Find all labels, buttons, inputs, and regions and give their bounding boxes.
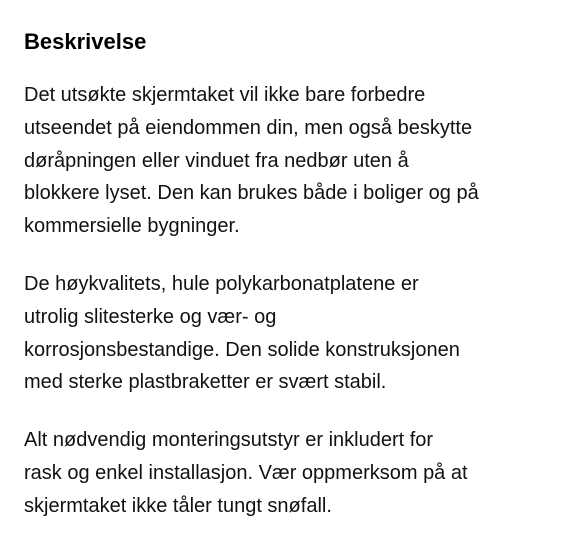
paragraph-line: Det utsøkte skjermtaket vil ikke bare forbedre [24,84,426,106]
paragraph-line: skjermtaket ikke tåler tungt snøfall. [24,494,332,517]
paragraph-line: døråpningen eller vinduet fra nedbør uten å [24,149,409,172]
section-title: Beskrivelse [24,29,147,54]
paragraph-line: utseendet på eiendommen din, men også beskytte [24,116,473,139]
paragraph-line: De høykvalitets, hule polykarbonatplatene er [24,272,419,295]
description-paragraph-3 [24,424,557,522]
description-paragraph-2 [24,268,557,399]
paragraph-line: kommersielle bygninger. [24,215,240,238]
paragraph-line: utrolig slitesterke og vær- og [24,305,277,328]
paragraph-line: blokkere lyset. Den kan brukes både i boliger og på [24,182,479,205]
paragraph-line: Alt nødvendig monteringsutstyr er inkludert for [24,429,434,452]
paragraph-line: korrosjonsbestandige. Den solide konstruksjonen [24,338,460,361]
description-paragraph-1 [24,79,557,243]
paragraph-line: med sterke plastbraketter er svært stabil. [24,371,387,394]
paragraph-line: rask og enkel installasjon. Vær oppmerksom på at [24,461,468,484]
